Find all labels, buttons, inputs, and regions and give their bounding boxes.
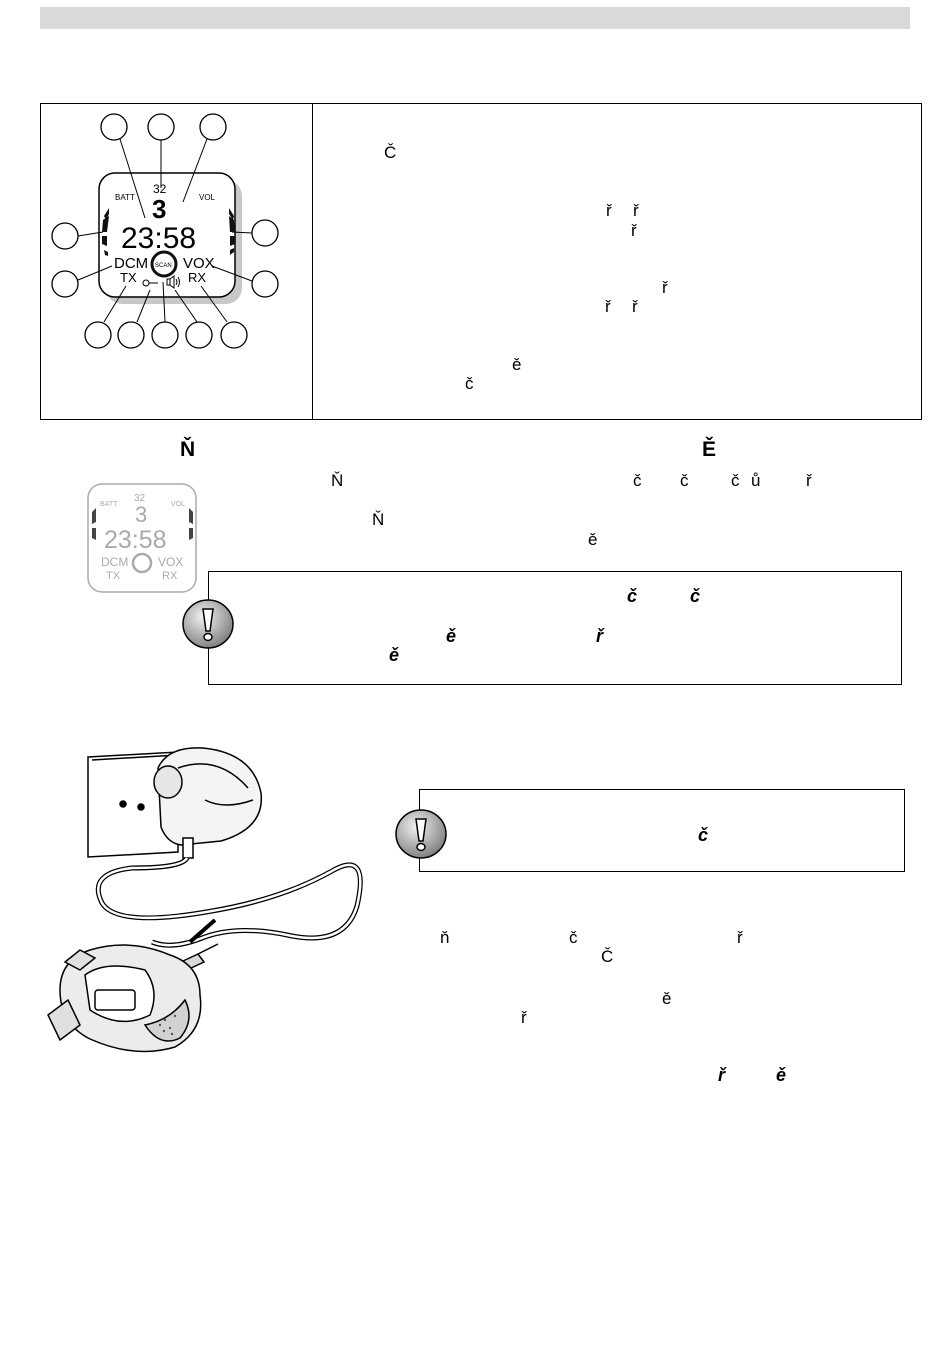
lcd-dcm: DCM [114,255,149,272]
table-char-6: ř [605,297,611,316]
lcd-scan: SCAN [155,263,172,269]
svg-text:BATT: BATT [100,501,118,508]
lcd-channel-big: 3 [152,194,167,224]
svg-text:TX: TX [106,570,121,582]
lcd-vol: VOL [199,193,216,202]
note-box-1 [208,571,902,685]
lcd-time: 23:58 [121,222,197,255]
lower-char-8: ě [776,1065,787,1085]
charger-illustration [40,740,370,1070]
svg-text:VOL: VOL [171,501,186,508]
lcd-diagram [45,108,310,353]
table-char-4: ř [631,221,637,240]
note2-char-1: č [698,825,709,845]
lower-char-2: č [569,928,578,947]
section-char-7: Ň [372,510,385,529]
section-heading-left: Ň [180,438,196,461]
note1-char-2: č [690,586,701,606]
svg-text:23:58: 23:58 [104,526,167,554]
note-box-2 [419,789,905,872]
section-char-4: č [731,471,740,490]
section-char-2: č [633,471,642,490]
note1-char-1: č [627,586,638,606]
section-char-3: č [680,471,689,490]
table-char-3: ř [633,201,639,220]
table-char-2: ř [606,201,612,220]
section-char-6: ř [806,471,812,490]
svg-text:RX: RX [162,570,178,582]
table-divider [312,103,313,420]
section-char-5: ů [751,471,761,490]
warning-icon [394,808,450,860]
lcd-vox: VOX [183,255,215,272]
header-bar [40,7,910,29]
lower-char-6: ř [521,1008,527,1027]
note1-char-3: ě [446,626,457,646]
warning-icon [181,598,237,650]
note1-char-4: ř [596,626,604,646]
section-heading-right: Ě [702,438,717,461]
lower-char-5: ě [662,989,672,1008]
table-char-1: Č [384,143,397,162]
lcd-tx: TX [120,270,137,285]
lower-char-7: ř [718,1065,726,1085]
lcd-rx: RX [188,270,207,285]
lower-char-3: ř [737,928,743,947]
table-char-7: ř [632,297,638,316]
lcd-batt: BATT [115,193,135,202]
section-char-8: ě [588,530,598,549]
lower-char-1: ň [440,928,450,947]
note1-char-5: ě [389,645,400,665]
table-char-8: ě [512,355,522,374]
section-char-1: Ň [331,471,344,490]
svg-text:32: 32 [134,493,146,504]
lcd-channel-small: 32 [153,182,167,196]
svg-text:DCM: DCM [101,555,129,569]
table-char-5: ř [662,278,668,297]
faded-lcd [82,480,210,598]
lower-char-4: Č [601,947,614,966]
table-char-9: č [465,374,474,393]
svg-text:3: 3 [135,502,148,527]
svg-text:VOX: VOX [158,555,184,569]
